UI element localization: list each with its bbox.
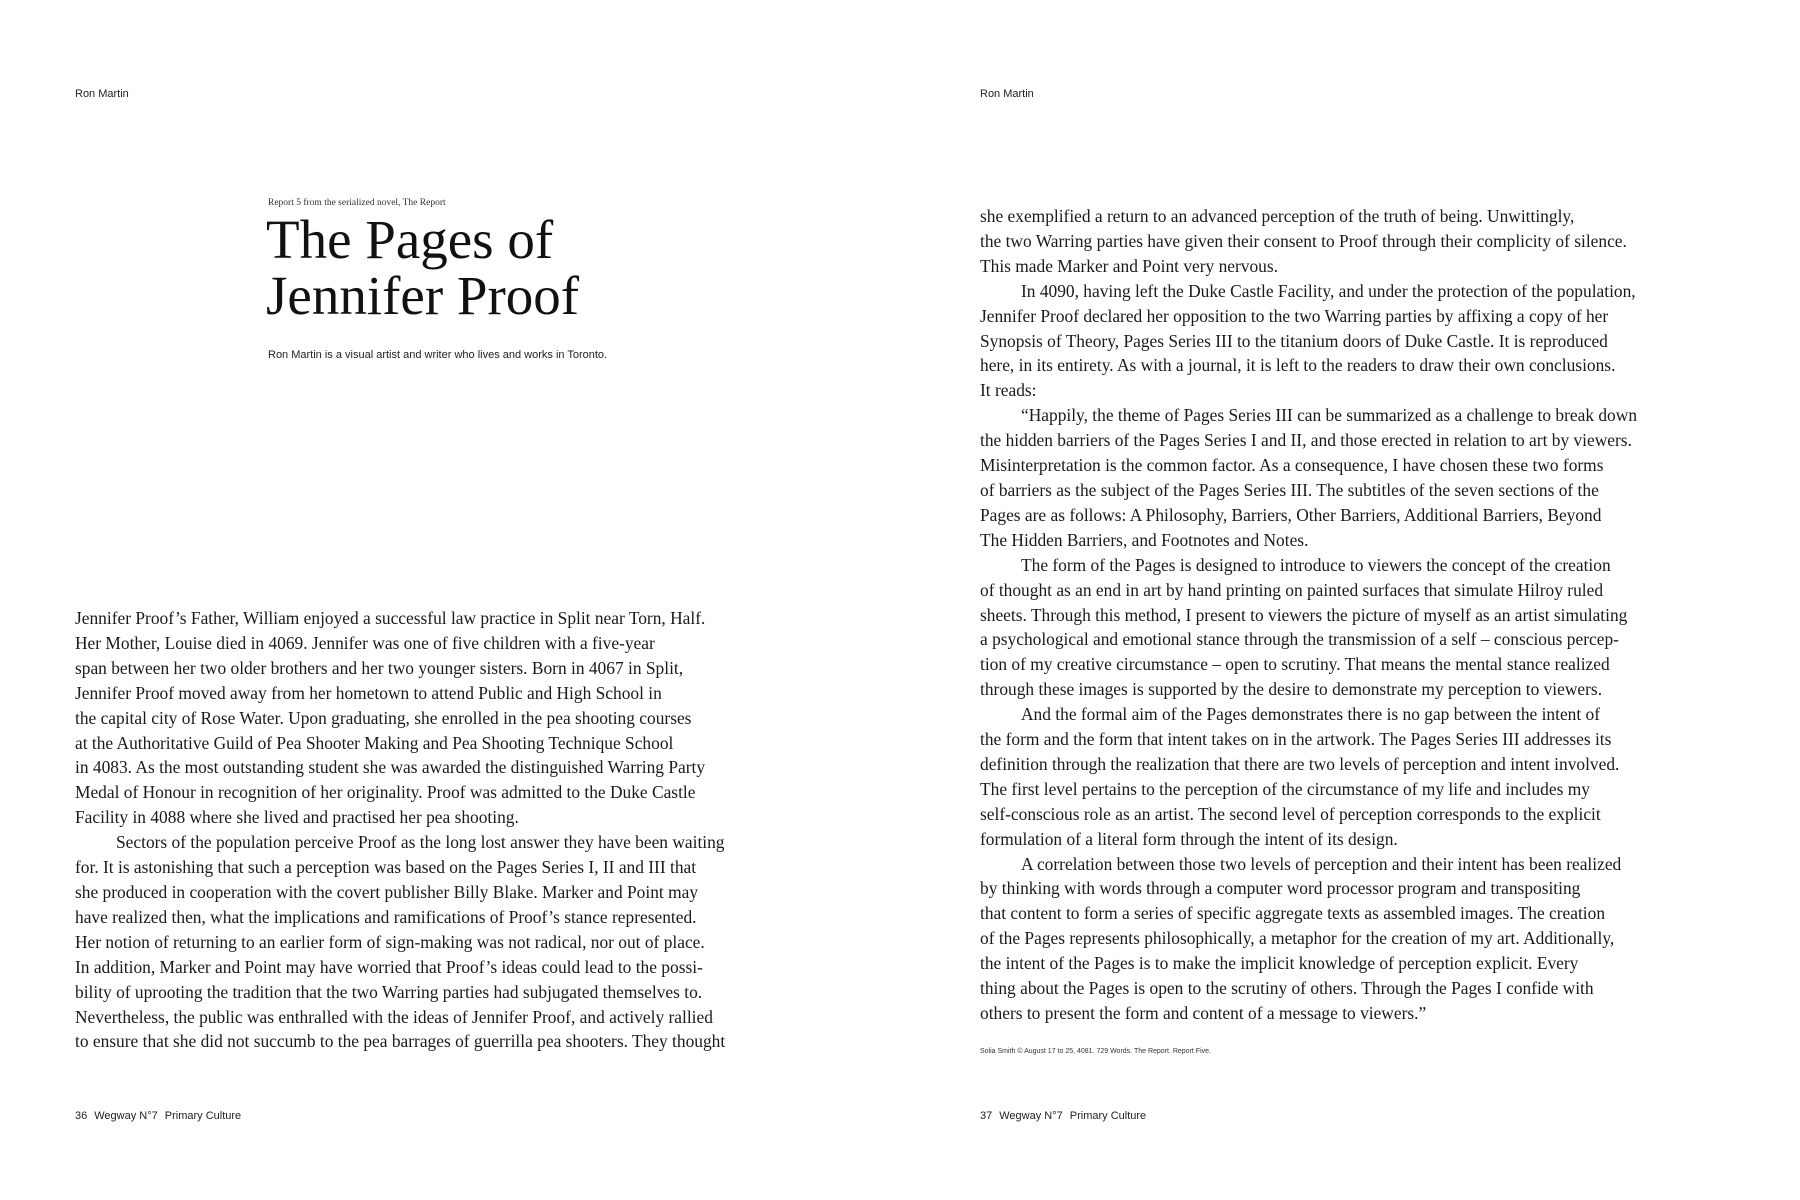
title-line-2: Jennifer Proof	[266, 265, 580, 326]
right-body-text	[980, 204, 1760, 1026]
text-line: Nevertheless, the public was enthralled with the ideas of Jennifer Proof, and actively rallied	[75, 1006, 713, 1027]
text-line: of barriers as the subject of the Pages Series III. The subtitles of the seven sections of the	[980, 479, 1599, 500]
text-line: bility of uprooting the tradition that the two Warring parties had subjugated themselves to.	[75, 981, 703, 1002]
text-line: the form and the form that intent takes on in the artwork. The Pages Series III addresses its	[980, 729, 1612, 750]
text-line: definition through the realization that there are two levels of perception and intent involved.	[980, 753, 1620, 774]
text-line: And the formal aim of the Pages demonstrates there is no gap between the intent of	[1021, 704, 1601, 725]
magazine-name: Wegway N°7	[94, 1110, 158, 1122]
text-line: Misinterpretation is the common factor. As a consequence, I have chosen these two forms	[980, 455, 1604, 476]
page-number: 36	[75, 1110, 88, 1122]
article-title	[266, 209, 580, 326]
text-line: the two Warring parties have given their consent to Proof through their complicity of silence.	[980, 230, 1627, 251]
text-line: the hidden barriers of the Pages Series I and II, and those erected in relation to art by viewers.	[980, 430, 1632, 451]
folio	[75, 1110, 248, 1122]
text-line: she produced in cooperation with the covert publisher Billy Blake. Marker and Point may	[75, 881, 699, 902]
article-kicker: Report 5 from the serialized novel, The Report	[268, 198, 446, 208]
page-number: 37	[980, 1110, 993, 1122]
running-head: Ron Martin	[980, 88, 1034, 100]
text-line: Facility in 4088 where she lived and practised her pea shooting.	[75, 807, 519, 828]
text-line: sheets. Through this method, I present to viewers the picture of myself as an artist simulating	[980, 604, 1628, 625]
text-line: for. It is astonishing that such a perception was based on the Pages Series I, II and III that	[75, 857, 697, 878]
text-line: formulation of a literal form through the intent of its design.	[980, 828, 1398, 849]
text-line: The form of the Pages is designed to introduce to viewers the concept of the creation	[1021, 554, 1611, 575]
text-line: others to present the form and content of a message to viewers.”	[980, 1003, 1427, 1023]
text-line: In 4090, having left the Duke Castle Facility, and under the protection of the population,	[1021, 280, 1636, 301]
text-line: of the Pages represents philosophically, a metaphor for the creation of my art. Additionally,	[980, 928, 1615, 949]
text-line: “Happily, the theme of Pages Series III can be summarized as a challenge to break down	[1021, 405, 1638, 426]
text-line: a psychological and emotional stance through the transmission of a self – conscious percep-	[980, 629, 1619, 650]
text-line: Her notion of returning to an earlier form of sign-making was not radical, nor out of place.	[75, 931, 705, 952]
left-body-text	[75, 606, 835, 1054]
text-line: thing about the Pages is open to the scrutiny of others. Through the Pages I confide with	[980, 978, 1594, 999]
text-line: to ensure that she did not succumb to the pea barrages of guerrilla pea shooters. They thought	[75, 1031, 726, 1052]
text-line: here, in its entirety. As with a journal, it is left to the readers to draw their own conclusions.	[980, 355, 1616, 376]
text-line: span between her two older brothers and her two younger sisters. Born in 4067 in Split,	[75, 657, 684, 678]
text-line: at the Authoritative Guild of Pea Shooter Making and Pea Shooting Technique School	[75, 732, 674, 753]
text-line: It reads:	[980, 380, 1037, 401]
text-line: that content to form a series of specific aggregate texts as assembled images. The creation	[980, 903, 1606, 924]
text-line: This made Marker and Point very nervous.	[980, 255, 1278, 276]
section-name: Primary Culture	[1069, 1110, 1147, 1122]
text-line: tion of my creative circumstance – open to scrutiny. That means the mental stance realized	[980, 654, 1610, 675]
text-line: In addition, Marker and Point may have worried that Proof’s ideas could lead to the possi-	[75, 956, 703, 977]
text-line: of thought as an end in art by hand printing on painted surfaces that simulate Hilroy ruled	[980, 579, 1604, 600]
text-line: Her Mother, Louise died in 4069. Jennifer was one of five children with a five-year	[75, 632, 655, 653]
text-line: have realized then, what the implications and ramifications of Proof’s stance represented.	[75, 906, 697, 927]
author-bio: Ron Martin is a visual artist and writer who lives and works in Toronto.	[268, 349, 608, 361]
text-line: A correlation between those two levels of perception and their intent has been realized	[1021, 853, 1622, 874]
text-line: The Hidden Barriers, and Footnotes and Notes.	[980, 529, 1309, 550]
folio	[980, 1110, 1153, 1122]
right-page	[900, 0, 1800, 1200]
section-name: Primary Culture	[164, 1110, 242, 1122]
text-line: the intent of the Pages is to make the implicit knowledge of perception explicit. Every	[980, 953, 1579, 974]
text-line: by thinking with words through a computer word processor program and transpositing	[980, 878, 1581, 899]
text-line: The first level pertains to the perception of the circumstance of my life and includes my	[980, 778, 1590, 799]
text-line: self-conscious role as an artist. The second level of perception corresponds to the explicit	[980, 803, 1601, 824]
title-line-1: The Pages of	[266, 209, 554, 270]
credit-line: Solia Smith © August 17 to 25, 4081. 729 Words. The Report. Report Five.	[980, 1048, 1211, 1055]
text-line: Jennifer Proof declared her opposition to the two Warring parties by affixing a copy of her	[980, 305, 1609, 326]
running-head: Ron Martin	[75, 88, 129, 100]
magazine-name: Wegway N°7	[999, 1110, 1063, 1122]
text-line: Sectors of the population perceive Proof as the long lost answer they have been waiting	[116, 832, 725, 853]
text-line: Jennifer Proof moved away from her hometown to attend Public and High School in	[75, 682, 662, 703]
text-line: through these images is supported by the desire to demonstrate my perception to viewers.	[980, 679, 1603, 700]
text-line: she exemplified a return to an advanced perception of the truth of being. Unwittingly,	[980, 206, 1575, 226]
text-line: Pages are as follows: A Philosophy, Barriers, Other Barriers, Additional Barriers, Beyond	[980, 504, 1602, 525]
text-line: Medal of Honour in recognition of her originality. Proof was admitted to the Duke Castle	[75, 782, 696, 803]
text-line: the capital city of Rose Water. Upon graduating, she enrolled in the pea shooting courses	[75, 707, 692, 728]
text-line: Jennifer Proof’s Father, William enjoyed a successful law practice in Split near Torn, Half.	[75, 608, 706, 628]
text-line: in 4083. As the most outstanding student she was awarded the distinguished Warring Party	[75, 757, 706, 778]
text-line: Synopsis of Theory, Pages Series III to the titanium doors of Duke Castle. It is reproduced	[980, 330, 1608, 351]
